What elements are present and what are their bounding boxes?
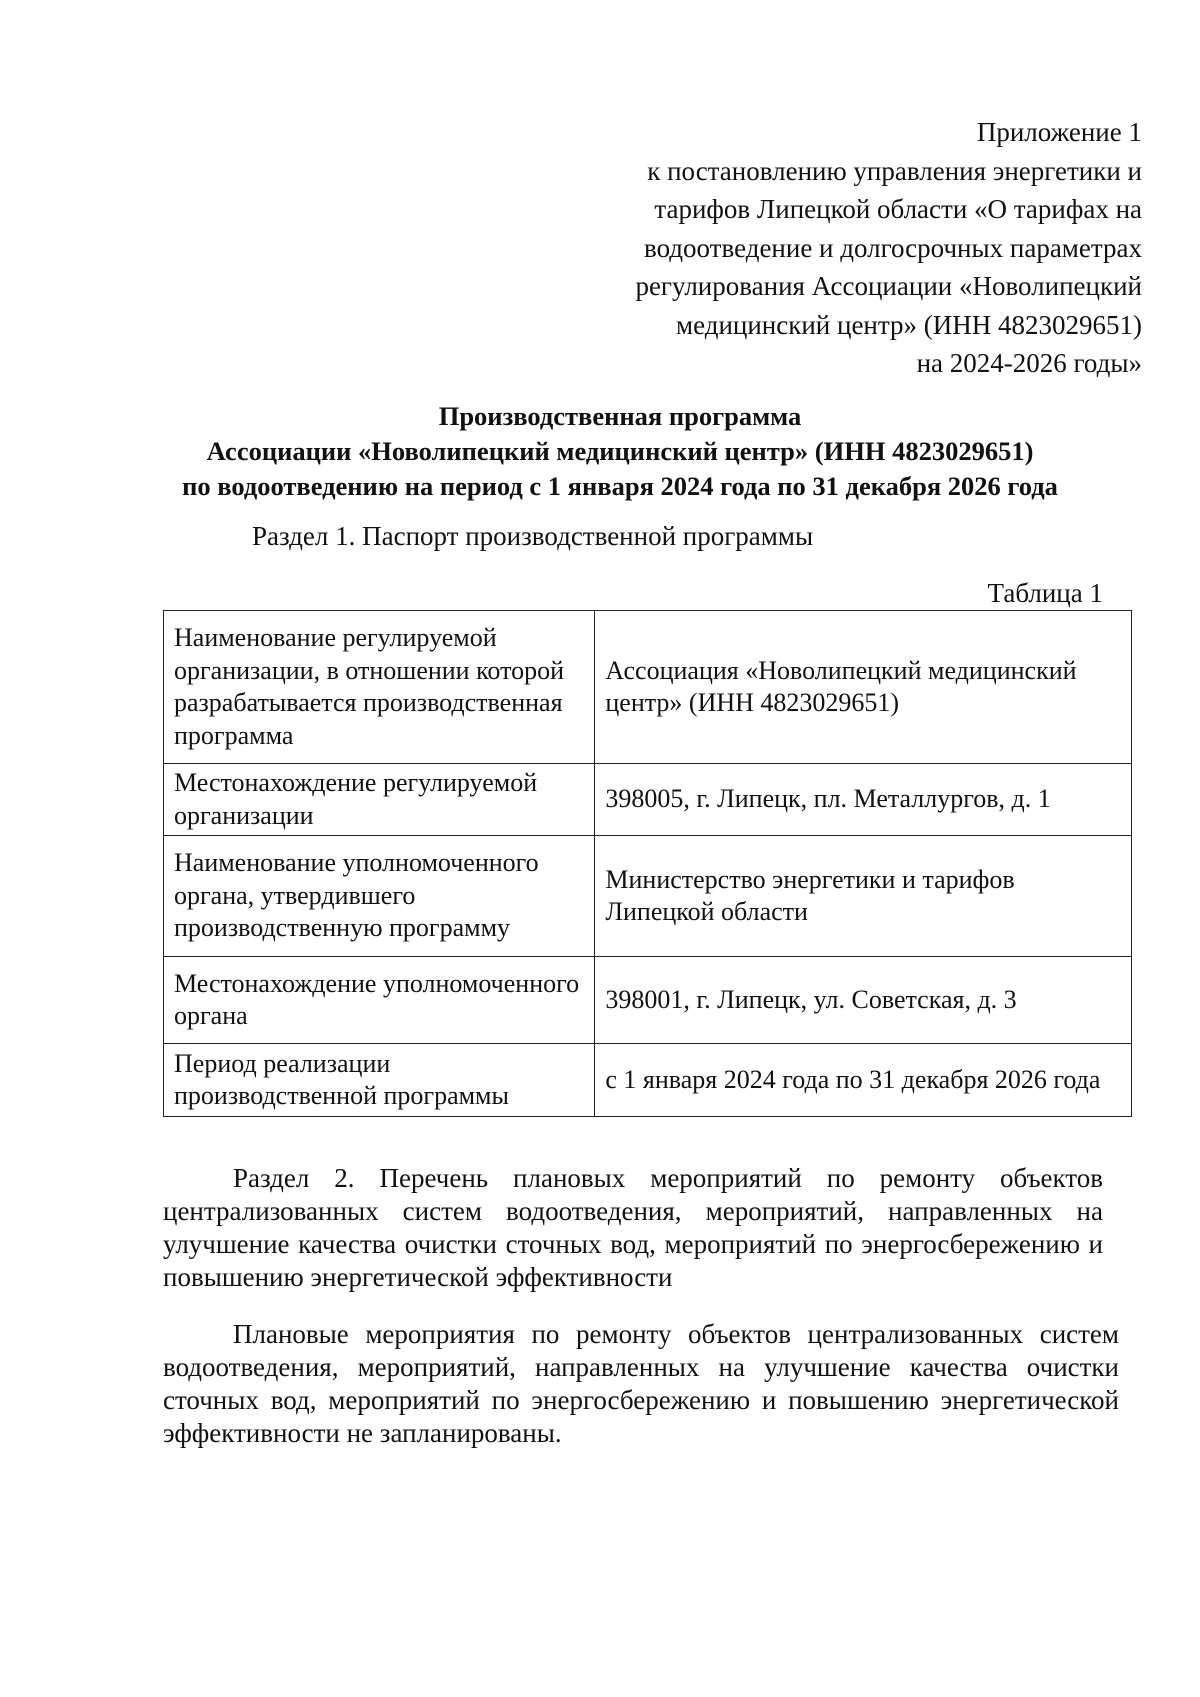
- annex-line: регулирования Ассоциации «Новолипецкий: [635, 271, 1142, 301]
- row-label: Период реализации производственной программы: [164, 1044, 595, 1117]
- row-label: Местонахождение уполномоченного органа: [164, 957, 595, 1044]
- section1-heading: Раздел 1. Паспорт производственной программы: [252, 521, 814, 551]
- table-row: [164, 764, 1132, 836]
- table-row: [164, 957, 1132, 1044]
- section2-paragraph: Плановые мероприятия по ремонту объектов централизованных систем водоотведения, мероприятий, направленных на улучшение качества очистки сточных вод, мероприятий по энергосбережению и повышению энергетической эффективности не запланированы.: [163, 1319, 1119, 1448]
- annex-line: медицинский центр» (ИНН 4823029651): [676, 309, 1142, 340]
- table-row: [164, 1044, 1132, 1117]
- program-title-line: по водоотведению на период с 1 января 2024 года по 31 декабря 2026 года: [182, 471, 1058, 501]
- annex-line: на 2024-2026 годы»: [916, 348, 1142, 378]
- annex-line: Приложение 1: [976, 117, 1142, 147]
- row-value: 398001, г. Липецк, ул. Советская, д. 3: [595, 957, 1132, 1044]
- program-title: [120, 399, 1120, 504]
- row-label: Наименование уполномоченного органа, утвердившего производственную программу: [164, 836, 595, 957]
- annex-line: тарифов Липецкой области «О тарифах на: [654, 194, 1142, 224]
- table-row: [164, 611, 1132, 764]
- table-label: Таблица 1: [987, 578, 1103, 608]
- row-value: Министерство энергетики и тарифов Липецкой области: [595, 836, 1132, 957]
- program-title-line: Ассоциации «Новолипецкий медицинский центр» (ИНН 4823029651): [206, 436, 1034, 466]
- table-row: [164, 836, 1132, 957]
- program-title-line: Производственная программа: [438, 401, 802, 431]
- row-value: с 1 января 2024 года по 31 декабря 2026 года: [595, 1044, 1132, 1117]
- annex-header: [635, 113, 1142, 383]
- row-value: 398005, г. Липецк, пл. Металлургов, д. 1: [595, 764, 1132, 836]
- passport-table: [163, 610, 1132, 1117]
- row-label: Наименование регулируемой организации, в отношении которой разрабатывается производственная программа: [164, 611, 595, 764]
- annex-line: к постановлению управления энергетики и: [647, 155, 1142, 186]
- annex-line: водоотведение и долгосрочных параметрах: [644, 232, 1142, 263]
- row-value: Ассоциация «Новолипецкий медицинский центр» (ИНН 4823029651): [595, 611, 1132, 764]
- section2-heading: Раздел 2. Перечень плановых мероприятий по ремонту объектов централизованных систем водоотведения, мероприятий, направленных на улучшение качества очистки сточных вод, мероприятий по энергосбережению и повышению энергетической эффективности: [163, 1163, 1103, 1292]
- row-label: Местонахождение регулируемой организации: [164, 764, 595, 836]
